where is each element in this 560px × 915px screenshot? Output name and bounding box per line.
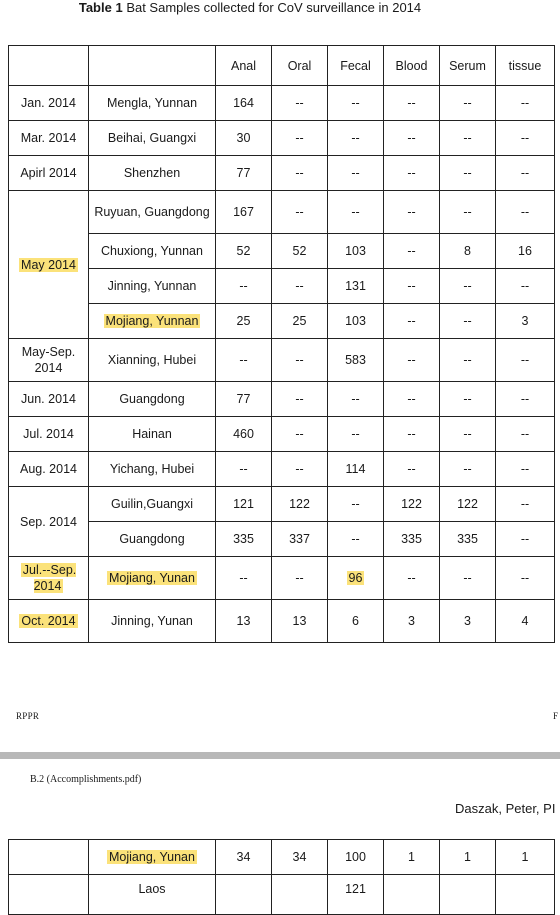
tissue-cell: -- <box>496 191 555 234</box>
anal-cell: 77 <box>216 156 272 191</box>
date-cell <box>9 557 89 600</box>
date-cell: Jun. 2014 <box>9 382 89 417</box>
blood-cell: -- <box>384 121 440 156</box>
oral-cell: -- <box>272 339 328 382</box>
bat-samples-table-continued <box>8 839 555 915</box>
tissue-cell: -- <box>496 417 555 452</box>
serum-cell: 8 <box>440 234 496 269</box>
anal-cell <box>216 875 272 915</box>
table-row <box>9 840 555 875</box>
table-row <box>9 417 555 452</box>
oral-cell: 122 <box>272 487 328 522</box>
table-row <box>9 382 555 417</box>
oral-cell: -- <box>272 86 328 121</box>
fecal-cell: 583 <box>328 339 384 382</box>
location-cell: Laos <box>89 875 216 915</box>
table-row <box>9 487 555 522</box>
location-cell: Hainan <box>89 417 216 452</box>
date-cell <box>9 191 89 339</box>
serum-cell: -- <box>440 191 496 234</box>
tissue-cell <box>496 875 555 915</box>
anal-cell: -- <box>216 269 272 304</box>
location-cell: Guangdong <box>89 382 216 417</box>
highlighted-date: May 2014 <box>21 257 76 272</box>
blood-cell: 3 <box>384 600 440 643</box>
anal-cell: 52 <box>216 234 272 269</box>
blood-cell: -- <box>384 339 440 382</box>
serum-cell: 1 <box>440 840 496 875</box>
header-cell-oral: Oral <box>272 46 328 86</box>
fecal-cell: 103 <box>328 304 384 339</box>
header-row <box>9 46 555 86</box>
anal-cell: 25 <box>216 304 272 339</box>
blood-cell: -- <box>384 557 440 600</box>
header-cell-tissue: tissue <box>496 46 555 86</box>
anal-cell: -- <box>216 339 272 382</box>
date-cell <box>9 875 89 915</box>
tissue-cell: -- <box>496 557 555 600</box>
fecal-cell: 6 <box>328 600 384 643</box>
blood-cell: -- <box>384 234 440 269</box>
location-cell: Xianning, Hubei <box>89 339 216 382</box>
location-cell: Beihai, Guangxi <box>89 121 216 156</box>
serum-cell: -- <box>440 452 496 487</box>
fecal-cell: 131 <box>328 269 384 304</box>
table-row <box>9 522 555 557</box>
serum-cell: -- <box>440 557 496 600</box>
table-row <box>9 121 555 156</box>
page-footer-left: RPPR <box>16 711 40 721</box>
blood-cell: 335 <box>384 522 440 557</box>
blood-cell: -- <box>384 417 440 452</box>
oral-cell: 52 <box>272 234 328 269</box>
tissue-cell: -- <box>496 121 555 156</box>
anal-cell: 164 <box>216 86 272 121</box>
report-page-2 <box>0 759 560 915</box>
location-cell: Ruyuan, Guangdong <box>89 191 216 234</box>
highlighted-location: Mojiang, Yunan <box>109 571 195 585</box>
serum-cell: -- <box>440 382 496 417</box>
location-cell: Chuxiong, Yunnan <box>89 234 216 269</box>
table-caption <box>0 0 500 16</box>
location-cell: Guilin,Guangxi <box>89 487 216 522</box>
page-footer-right: F <box>553 711 559 721</box>
table-row <box>9 452 555 487</box>
date-cell: Aug. 2014 <box>9 452 89 487</box>
anal-cell: -- <box>216 557 272 600</box>
tissue-cell: -- <box>496 86 555 121</box>
oral-cell: -- <box>272 269 328 304</box>
oral-cell: -- <box>272 557 328 600</box>
anal-cell: 121 <box>216 487 272 522</box>
author-header: Daszak, Peter, PI <box>455 801 556 816</box>
blood-cell: -- <box>384 452 440 487</box>
anal-cell: 13 <box>216 600 272 643</box>
date-cell <box>9 600 89 643</box>
highlighted-value: 96 <box>348 571 363 585</box>
tissue-cell: 16 <box>496 234 555 269</box>
bat-samples-table <box>8 45 555 643</box>
table-caption-label: Table 1 <box>78 0 123 15</box>
page-separator <box>0 752 560 759</box>
serum-cell: -- <box>440 304 496 339</box>
tissue-cell: 4 <box>496 600 555 643</box>
blood-cell: -- <box>384 304 440 339</box>
tissue-cell: -- <box>496 156 555 191</box>
fecal-cell: -- <box>328 522 384 557</box>
table-row <box>9 557 555 600</box>
fecal-cell: 121 <box>328 875 384 915</box>
serum-cell: 122 <box>440 487 496 522</box>
fecal-cell: -- <box>328 86 384 121</box>
serum-cell: -- <box>440 156 496 191</box>
blood-cell: -- <box>384 86 440 121</box>
date-cell <box>9 840 89 875</box>
table-row <box>9 269 555 304</box>
location-cell: Guangdong <box>89 522 216 557</box>
anal-cell: 77 <box>216 382 272 417</box>
header-cell-location <box>89 46 216 86</box>
serum-cell: 335 <box>440 522 496 557</box>
oral-cell: 13 <box>272 600 328 643</box>
fecal-cell: 114 <box>328 452 384 487</box>
highlighted-location: Mojiang, Yunan <box>109 850 195 864</box>
table-row <box>9 156 555 191</box>
anal-cell: 34 <box>216 840 272 875</box>
oral-cell: -- <box>272 452 328 487</box>
table-row <box>9 86 555 121</box>
tissue-cell: -- <box>496 382 555 417</box>
fecal-cell: -- <box>328 417 384 452</box>
anal-cell: 30 <box>216 121 272 156</box>
anal-cell: 167 <box>216 191 272 234</box>
anal-cell: 460 <box>216 417 272 452</box>
header-cell-blood: Blood <box>384 46 440 86</box>
tissue-cell: -- <box>496 269 555 304</box>
blood-cell: 1 <box>384 840 440 875</box>
location-cell <box>89 840 216 875</box>
oral-cell: -- <box>272 382 328 417</box>
header-cell-fecal: Fecal <box>328 46 384 86</box>
blood-cell: 122 <box>384 487 440 522</box>
location-cell: Shenzhen <box>89 156 216 191</box>
table-row <box>9 191 555 234</box>
fecal-cell: -- <box>328 156 384 191</box>
tissue-cell: 3 <box>496 304 555 339</box>
anal-cell: -- <box>216 452 272 487</box>
section-label: B.2 (Accomplishments.pdf) <box>30 774 142 785</box>
location-cell: Yichang, Hubei <box>89 452 216 487</box>
location-cell: Jinning, Yunan <box>89 600 216 643</box>
oral-cell: 337 <box>272 522 328 557</box>
table-row <box>9 339 555 382</box>
blood-cell: -- <box>384 156 440 191</box>
highlighted-date: Oct. 2014 <box>21 614 76 628</box>
tissue-cell: -- <box>496 522 555 557</box>
date-cell: Apirl 2014 <box>9 156 89 191</box>
fecal-cell: 100 <box>328 840 384 875</box>
serum-cell: -- <box>440 121 496 156</box>
fecal-cell: -- <box>328 382 384 417</box>
serum-cell: 3 <box>440 600 496 643</box>
oral-cell: -- <box>272 121 328 156</box>
header-cell-anal: Anal <box>216 46 272 86</box>
oral-cell: -- <box>272 156 328 191</box>
location-cell <box>89 304 216 339</box>
location-cell: Mengla, Yunnan <box>89 86 216 121</box>
date-cell: Mar. 2014 <box>9 121 89 156</box>
fecal-cell: -- <box>328 487 384 522</box>
table-row <box>9 304 555 339</box>
date-cell: Jan. 2014 <box>9 86 89 121</box>
table-caption-text: Bat Samples collected for CoV surveillance in 2014 <box>126 0 422 15</box>
fecal-cell: -- <box>328 191 384 234</box>
table-row <box>9 600 555 643</box>
tissue-cell: -- <box>496 339 555 382</box>
fecal-cell <box>328 557 384 600</box>
serum-cell <box>440 875 496 915</box>
date-cell: May-Sep. 2014 <box>9 339 89 382</box>
header-cell-date <box>9 46 89 86</box>
blood-cell: -- <box>384 269 440 304</box>
oral-cell: 25 <box>272 304 328 339</box>
blood-cell <box>384 875 440 915</box>
highlighted-date: Jul.--Sep. 2014 <box>22 563 77 593</box>
oral-cell: -- <box>272 417 328 452</box>
table-row <box>9 875 555 915</box>
highlighted-location: Mojiang, Yunnan <box>105 314 199 328</box>
oral-cell <box>272 875 328 915</box>
header-cell-serum: Serum <box>440 46 496 86</box>
oral-cell: -- <box>272 191 328 234</box>
serum-cell: -- <box>440 269 496 304</box>
tissue-cell: -- <box>496 452 555 487</box>
blood-cell: -- <box>384 191 440 234</box>
tissue-cell: 1 <box>496 840 555 875</box>
serum-cell: -- <box>440 417 496 452</box>
location-cell <box>89 557 216 600</box>
blood-cell: -- <box>384 382 440 417</box>
date-cell: Jul. 2014 <box>9 417 89 452</box>
date-cell: Sep. 2014 <box>9 487 89 557</box>
serum-cell: -- <box>440 339 496 382</box>
anal-cell: 335 <box>216 522 272 557</box>
serum-cell: -- <box>440 86 496 121</box>
oral-cell: 34 <box>272 840 328 875</box>
tissue-cell: -- <box>496 487 555 522</box>
table-row <box>9 234 555 269</box>
fecal-cell: -- <box>328 121 384 156</box>
fecal-cell: 103 <box>328 234 384 269</box>
location-cell: Jinning, Yunnan <box>89 269 216 304</box>
